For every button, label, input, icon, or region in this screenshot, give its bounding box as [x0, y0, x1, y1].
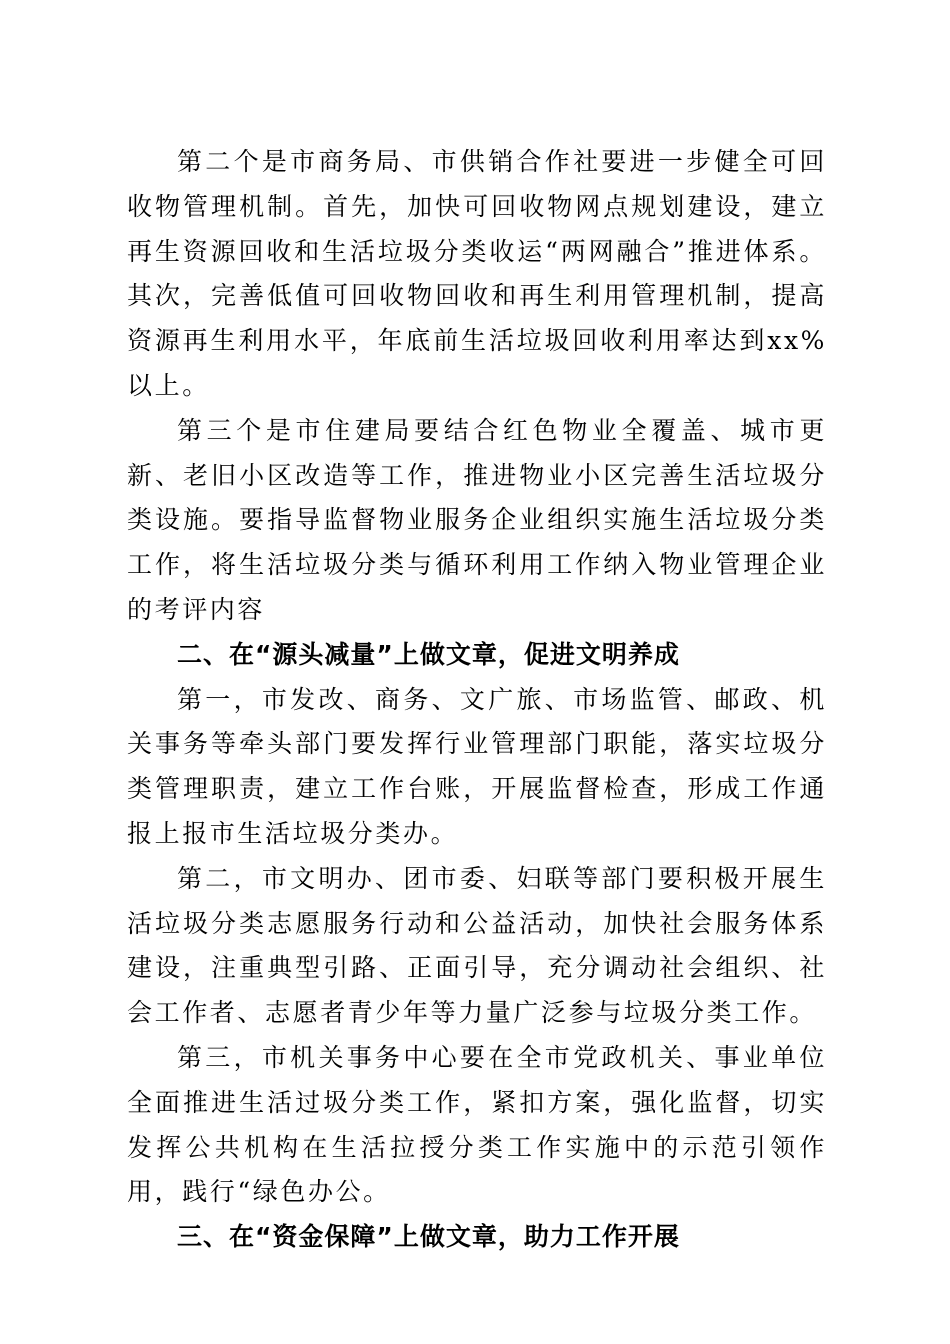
paragraph-first-departments: 第一，市发改、商务、文广旅、市场监管、邮政、机关事务等牵头部门要发挥行业管理部门职能，落实垃圾分类管理职责，建立工作台账，开展监督检查，形成工作通报上报市生活垃圾分类办。: [127, 684, 827, 848]
section-heading-source-reduction: 二、在“源头减量”上做文章，促进文明养成: [177, 639, 680, 669]
paragraph-commerce-recycling: 第二个是市商务局、市供销合作社要进一步健全可回收物管理机制。首先，加快可回收物网点规划建设，建立再生资源回收和生活垃圾分类收运“两网融合”推进体系。其次，完善低值可回收物回收和再生利用管理机制，提高资源再生利用水平，年底前生活垃圾回收利用率达到xx%以上。: [127, 147, 827, 400]
paragraph-second-volunteers: 第二，市文明办、团市委、妇联等部门要积极开展生活垃圾分类志愿服务行动和公益活动，加快社会服务体系建设，注重典型引路、正面引导，充分调动社会组织、社会工作者、志愿者青少年等力量广泛参与垃圾分类工作。: [127, 863, 827, 1028]
paragraph-housing-property: 第三个是市住建局要结合红色物业全覆盖、城市更新、老旧小区改造等工作，推进物业小区完善生活垃圾分类设施。要指导监督物业服务企业组织实施生活垃圾分类工作，将生活垃圾分类与循环利用工作纳入物业管理企业的考评内容: [127, 415, 827, 624]
section-heading-funding: 三、在“资金保障”上做文章，助力工作开展: [177, 1222, 680, 1252]
paragraph-third-public-institutions: 第三，市机关事务中心要在全市党政机关、事业单位全面推进生活过圾分类工作，紧扣方案，强化监督，切实发挥公共机构在生活拉授分类工作实施中的示范引领作用，践行“绿色办公。: [127, 1042, 827, 1207]
document-body: [127, 140, 827, 1260]
